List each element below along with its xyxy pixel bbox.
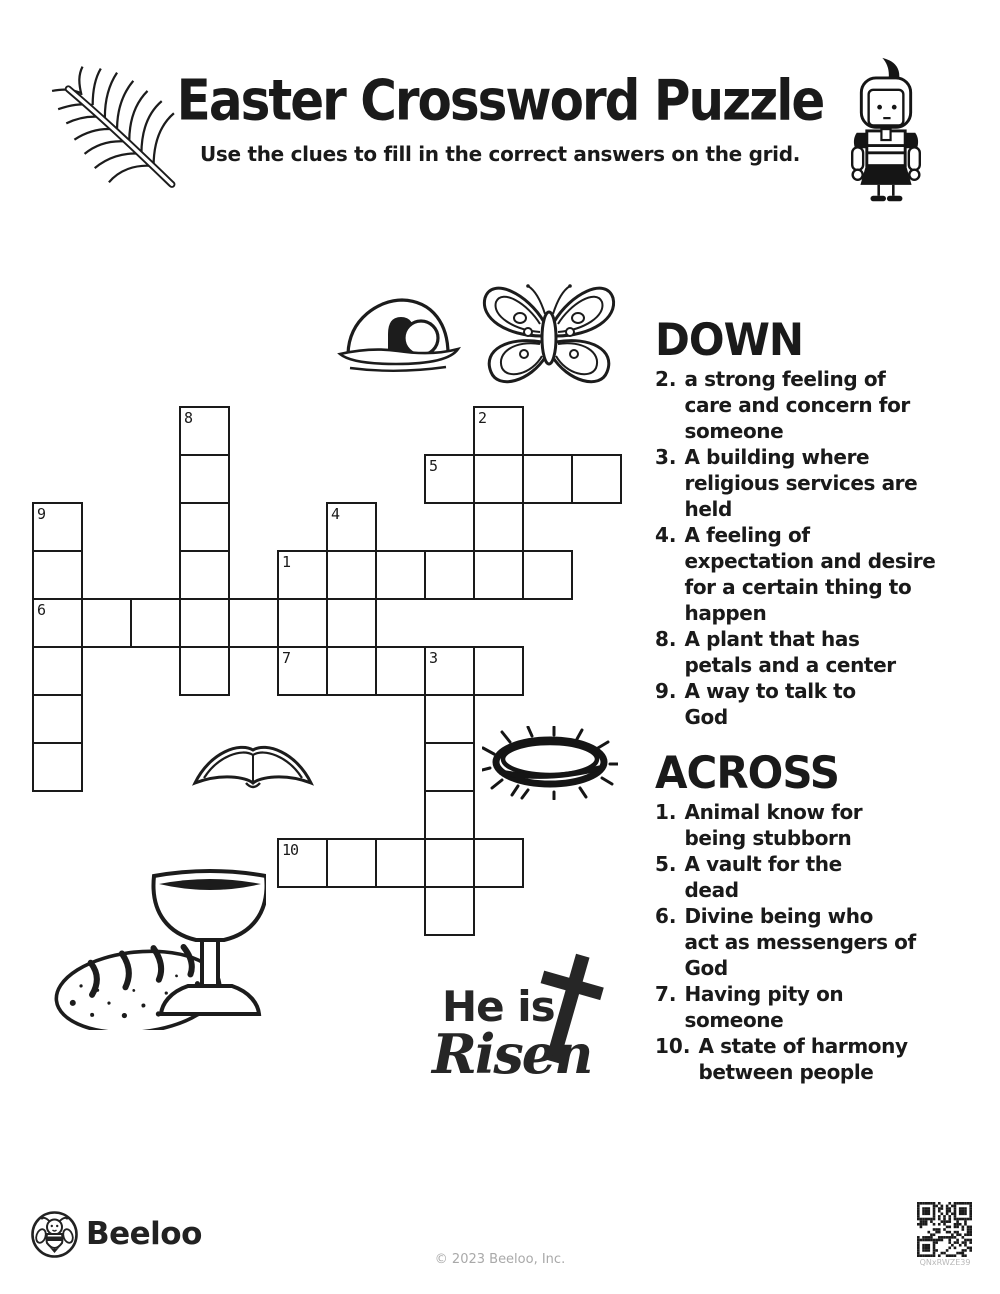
cell-number: 4 bbox=[331, 505, 340, 523]
crossword-cell[interactable] bbox=[81, 598, 132, 648]
crossword-cell[interactable] bbox=[179, 598, 230, 648]
clue-down-2 bbox=[655, 366, 955, 444]
cell-number: 8 bbox=[184, 409, 193, 427]
crossword-cell[interactable] bbox=[375, 550, 426, 600]
crossword-cell[interactable] bbox=[375, 646, 426, 696]
cell-number: 6 bbox=[37, 601, 46, 619]
clue-number: 5. bbox=[655, 852, 677, 876]
cell-number: 7 bbox=[282, 649, 291, 667]
clue-text: Having pity on someone bbox=[684, 982, 844, 1032]
crossword-cell[interactable] bbox=[32, 694, 83, 744]
crossword-cell[interactable] bbox=[179, 406, 230, 456]
cell-number: 10 bbox=[282, 841, 299, 859]
clue-text: Animal know for being stubborn bbox=[684, 800, 863, 850]
cell-number: 9 bbox=[37, 505, 46, 523]
clue-text: Divine being who act as messengers of God bbox=[684, 904, 916, 980]
crossword-cell[interactable] bbox=[473, 406, 524, 456]
crossword-cell[interactable] bbox=[473, 502, 524, 552]
crossword-cell[interactable] bbox=[424, 694, 475, 744]
crossword-cell[interactable] bbox=[424, 790, 475, 840]
crossword-cell[interactable] bbox=[277, 598, 328, 648]
cell-number: 3 bbox=[429, 649, 438, 667]
crossword-cell[interactable] bbox=[326, 502, 377, 552]
across-heading: ACROSS bbox=[655, 746, 839, 799]
clue-across-5 bbox=[655, 851, 955, 903]
clue-text: A state of harmony between people bbox=[698, 1034, 908, 1084]
page-subtitle: Use the clues to fill in the correct answers on the grid. bbox=[199, 142, 801, 166]
crossword-cell[interactable] bbox=[424, 646, 475, 696]
clue-text: A plant that has petals and a center bbox=[684, 627, 896, 677]
clue-down-8 bbox=[655, 626, 955, 678]
open-book-icon bbox=[190, 734, 320, 794]
he-is-text: He is bbox=[442, 982, 555, 1031]
crown-of-thorns-icon bbox=[482, 726, 618, 800]
crossword-cell[interactable] bbox=[179, 454, 230, 504]
crossword-cell[interactable] bbox=[326, 598, 377, 648]
clue-number: 1. bbox=[655, 800, 677, 824]
communion-chalice-and-bread-icon bbox=[38, 862, 266, 1030]
crossword-cell[interactable] bbox=[32, 502, 83, 552]
roman-soldier-icon bbox=[842, 56, 930, 204]
crossword-cell[interactable] bbox=[277, 550, 328, 600]
across-clue-list bbox=[655, 799, 955, 1085]
crossword-cell[interactable] bbox=[326, 550, 377, 600]
clue-number: 9. bbox=[655, 679, 677, 703]
clue-number: 6. bbox=[655, 904, 677, 928]
crossword-cell[interactable] bbox=[179, 502, 230, 552]
down-clues-section bbox=[655, 313, 955, 730]
clue-number: 3. bbox=[655, 445, 677, 469]
crossword-cell[interactable] bbox=[32, 550, 83, 600]
clue-down-4 bbox=[655, 522, 955, 626]
crossword-cell[interactable] bbox=[32, 646, 83, 696]
brand-name: Beeloo bbox=[86, 1216, 202, 1252]
crossword-cell[interactable] bbox=[473, 550, 524, 600]
crossword-cell[interactable] bbox=[424, 550, 475, 600]
clue-down-3 bbox=[655, 444, 955, 522]
crossword-cell[interactable] bbox=[424, 454, 475, 504]
clue-text: A building where religious services are held bbox=[684, 445, 918, 521]
crossword-cell[interactable] bbox=[473, 646, 524, 696]
crossword-cell[interactable] bbox=[32, 742, 83, 792]
crossword-cell[interactable] bbox=[326, 646, 377, 696]
crossword-cell[interactable] bbox=[424, 838, 475, 888]
page-title: Easter Crossword Puzzle bbox=[176, 68, 824, 133]
crossword-cell[interactable] bbox=[522, 550, 573, 600]
crossword-cell[interactable] bbox=[277, 838, 328, 888]
down-heading: DOWN bbox=[655, 313, 804, 366]
crossword-cell[interactable] bbox=[424, 742, 475, 792]
crossword-cell[interactable] bbox=[571, 454, 622, 504]
crossword-cell[interactable] bbox=[179, 646, 230, 696]
crossword-cell[interactable] bbox=[277, 646, 328, 696]
crossword-cell[interactable] bbox=[522, 454, 573, 504]
clue-number: 4. bbox=[655, 523, 677, 547]
clue-across-7 bbox=[655, 981, 955, 1033]
across-clues-section bbox=[655, 746, 955, 1085]
qr-code bbox=[917, 1202, 972, 1257]
clue-text: A way to talk to God bbox=[684, 679, 856, 729]
clue-text: a strong feeling of care and concern for someone bbox=[684, 367, 910, 443]
clue-number: 2. bbox=[655, 367, 677, 391]
crossword-cell[interactable] bbox=[326, 838, 377, 888]
clue-across-1 bbox=[655, 799, 955, 851]
crossword-cell[interactable] bbox=[473, 454, 524, 504]
crossword-cell[interactable] bbox=[32, 598, 83, 648]
cell-number: 5 bbox=[429, 457, 438, 475]
down-clue-list bbox=[655, 366, 955, 730]
cell-number: 2 bbox=[478, 409, 487, 427]
clue-number: 8. bbox=[655, 627, 677, 651]
crossword-cell[interactable] bbox=[179, 550, 230, 600]
crossword-cell[interactable] bbox=[130, 598, 181, 648]
he-is-risen-graphic bbox=[428, 952, 638, 1102]
butterfly-icon bbox=[478, 276, 620, 396]
empty-tomb-icon bbox=[336, 288, 464, 380]
clue-across-10 bbox=[655, 1033, 955, 1085]
cell-number: 1 bbox=[282, 553, 291, 571]
crossword-cell[interactable] bbox=[424, 886, 475, 936]
crossword-cell[interactable] bbox=[228, 598, 279, 648]
clue-across-6 bbox=[655, 903, 955, 981]
clue-text: A vault for the dead bbox=[684, 852, 842, 902]
risen-text: Risen bbox=[432, 1022, 592, 1086]
clue-number: 7. bbox=[655, 982, 677, 1006]
clue-number: 10. bbox=[655, 1034, 691, 1058]
clue-text: A feeling of expectation and desire for a certain thing to happen bbox=[684, 523, 936, 625]
clue-down-9 bbox=[655, 678, 955, 730]
copyright-text: © 2023 Beeloo, Inc. bbox=[434, 1252, 566, 1267]
qr-code-text: QNxRWZE39 bbox=[919, 1258, 971, 1267]
crossword-cell[interactable] bbox=[375, 838, 426, 888]
crossword-cell[interactable] bbox=[473, 838, 524, 888]
